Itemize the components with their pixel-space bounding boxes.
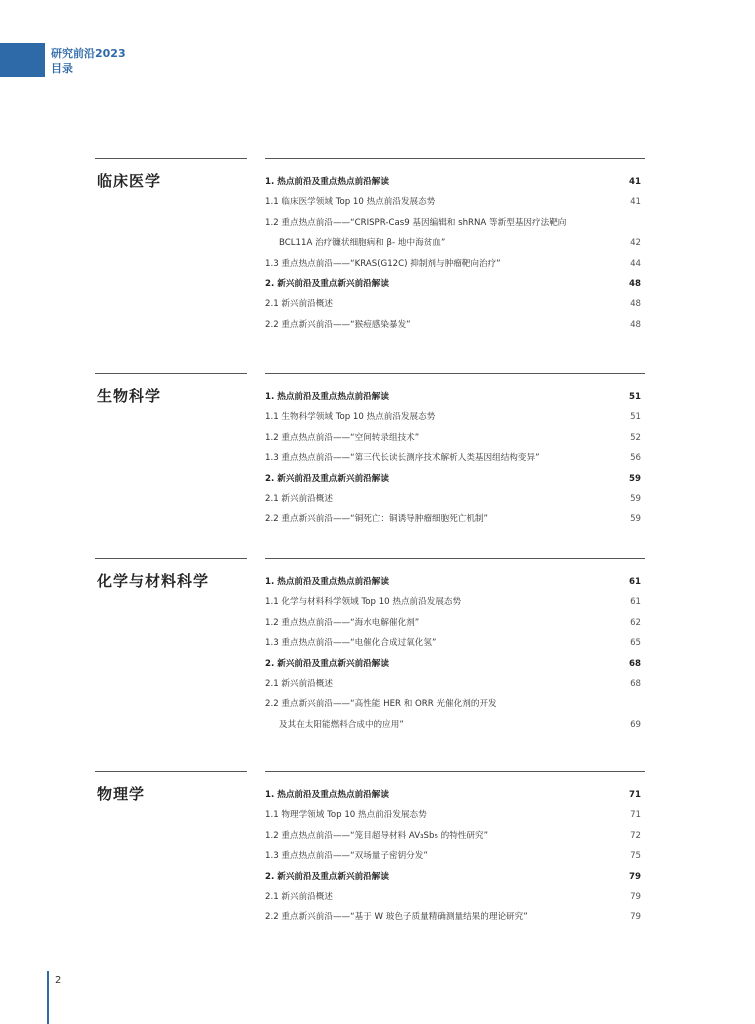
toc-entry[interactable] [265,213,641,233]
section-divider-left [95,158,247,159]
toc-entry-page: 75 [630,851,641,862]
toc-entry-list [265,572,641,735]
toc-entry-text: 1.1 化学与材料科学领域 Top 10 热点前沿发展态势 [265,597,462,608]
toc-entry[interactable] [265,428,641,448]
header-accent-bar [0,43,45,77]
toc-entry-text: 1. 热点前沿及重点热点前沿解读 [265,177,389,187]
section-title: 化学与材料科学 [97,572,210,590]
section-title: 物理学 [97,785,146,803]
toc-entry-text: 2.2 重点新兴前沿——“铜死亡：铜诱导肿瘤细胞死亡机制” [265,514,488,525]
toc-entry-text: 1. 热点前沿及重点热点前沿解读 [265,392,389,402]
toc-entry-text: 2.1 新兴前沿概述 [265,493,333,504]
toc-entry-text: 2.2 重点新兴前沿——“猴痘感染暴发” [265,319,411,330]
toc-entry[interactable] [265,654,641,674]
toc-entry-text: 2.1 新兴前沿概述 [265,678,333,689]
toc-entry-page: 69 [630,719,641,730]
toc-entry[interactable] [265,846,641,866]
toc-entry-page: 72 [630,830,641,841]
section-divider-left [95,771,247,772]
toc-entry[interactable] [265,294,641,314]
toc-entry-text: 2.2 重点新兴前沿——“基于 W 玻色子质量精确测量结果的理论研究” [265,912,528,923]
toc-entry-page: 44 [630,258,641,269]
toc-entry-text: 1.2 重点热点前沿——“笼目超导材料 AV₃Sb₅ 的特性研究” [265,830,489,841]
toc-entry[interactable] [265,694,641,714]
toc-entry-text: 1.3 重点热点前沿——“第三代长读长测序技术解析人类基因组结构变异” [265,453,540,464]
toc-entry-page: 48 [630,299,641,310]
toc-entry-text: 1. 热点前沿及重点热点前沿解读 [265,790,389,800]
toc-entry-page: 51 [630,412,641,423]
toc-entry[interactable] [265,805,641,825]
toc-entry[interactable] [265,387,641,407]
toc-entry[interactable] [265,907,641,927]
toc-entry-text: 1.2 重点热点前沿——“海水电解催化剂” [265,617,420,628]
header-subtitle: 目录 [51,62,73,75]
toc-entry-page: 61 [629,577,641,587]
toc-entry-text: 1.3 重点热点前沿——“双场量子密钥分发” [265,851,428,862]
page-number: 2 [55,975,62,986]
toc-entry-page: 79 [629,871,641,882]
toc-entry[interactable] [265,633,641,653]
toc-entry-text: 2. 新兴前沿及重点新兴前沿解读 [265,658,389,669]
toc-entry-page: 41 [630,197,641,208]
toc-entry[interactable] [265,592,641,612]
toc-entry[interactable] [265,192,641,212]
toc-entry-text: 1.3 重点热点前沿——“KRAS(G12C) 抑制剂与肿瘤靶向治疗” [265,258,501,269]
toc-entry-page: 52 [630,432,641,443]
toc-entry-text: 2.1 新兴前沿概述 [265,299,333,310]
toc-entry[interactable] [265,469,641,489]
toc-entry-page: 68 [630,678,641,689]
section-divider-right [265,373,645,374]
toc-entry[interactable] [265,172,641,192]
toc-entry-page: 41 [629,177,641,187]
section-divider-right [265,771,645,772]
toc-entry-text: 2. 新兴前沿及重点新兴前沿解读 [265,871,389,882]
toc-entry-text: 1.1 物理学领域 Top 10 热点前沿发展态势 [265,810,427,821]
toc-entry[interactable] [265,254,641,274]
toc-entry-text: 及其在太阳能燃料合成中的应用” [279,719,404,730]
section-divider-left [95,558,247,559]
section-title: 临床医学 [97,172,162,190]
toc-entry-text: 2.1 新兴前沿概述 [265,891,333,902]
toc-entry-text: 1.3 重点热点前沿——“电催化合成过氧化氢” [265,638,437,649]
toc-entry-page: 59 [630,493,641,504]
toc-entry-page: 48 [629,278,641,289]
toc-entry[interactable] [265,826,641,846]
toc-entry[interactable] [265,887,641,907]
toc-entry-text: 2. 新兴前沿及重点新兴前沿解读 [265,473,389,484]
toc-entry-page: 51 [629,392,641,402]
toc-entry-page: 48 [630,319,641,330]
toc-entry-text: BCL11A 治疗镰状细胞病和 β- 地中海贫血” [279,238,446,249]
toc-entry[interactable] [265,315,641,335]
section-title: 生物科学 [97,387,162,405]
toc-entry[interactable] [265,785,641,805]
toc-entry-page: 68 [629,658,641,669]
toc-entry-text: 2.2 重点新兴前沿——“高性能 HER 和 ORR 光催化剂的开发 [265,699,497,710]
toc-entry-page: 42 [630,238,641,249]
toc-entry[interactable] [265,572,641,592]
toc-entry-page: 56 [630,453,641,464]
toc-entry[interactable] [265,715,641,735]
toc-entry-list [265,172,641,335]
toc-entry-list [265,785,641,928]
toc-entry-page: 79 [630,891,641,902]
toc-entry[interactable] [265,613,641,633]
section-divider-left [95,373,247,374]
toc-entry[interactable] [265,674,641,694]
toc-entry-text: 1.1 临床医学领域 Top 10 热点前沿发展态势 [265,197,436,208]
section-divider-right [265,158,645,159]
toc-entry[interactable] [265,867,641,887]
toc-entry-page: 61 [630,597,641,608]
toc-entry-text: 1.2 重点热点前沿——“空间转录组技术” [265,432,420,443]
header-title: 研究前沿2023 [51,47,126,60]
toc-entry-text: 1.1 生物科学领域 Top 10 热点前沿发展态势 [265,412,436,423]
toc-entry-page: 71 [629,790,641,800]
footer-accent-line [47,971,49,1024]
toc-entry-page: 62 [630,617,641,628]
toc-entry[interactable] [265,233,641,253]
toc-entry-page: 59 [629,473,641,484]
toc-entry-page: 65 [630,638,641,649]
toc-entry-text: 2. 新兴前沿及重点新兴前沿解读 [265,278,389,289]
toc-entry[interactable] [265,489,641,509]
toc-entry-list [265,387,641,530]
toc-entry[interactable] [265,407,641,427]
section-divider-right [265,558,645,559]
toc-entry[interactable] [265,509,641,529]
toc-entry-text: 1. 热点前沿及重点热点前沿解读 [265,577,389,587]
toc-entry-page: 71 [630,810,641,821]
toc-entry[interactable] [265,274,641,294]
toc-entry-text: 1.2 重点热点前沿——“CRISPR-Cas9 基因编辑和 shRNA 等新型基因疗法靶向 [265,217,567,228]
toc-entry-page: 59 [630,514,641,525]
toc-entry[interactable] [265,448,641,468]
toc-entry-page: 79 [630,912,641,923]
